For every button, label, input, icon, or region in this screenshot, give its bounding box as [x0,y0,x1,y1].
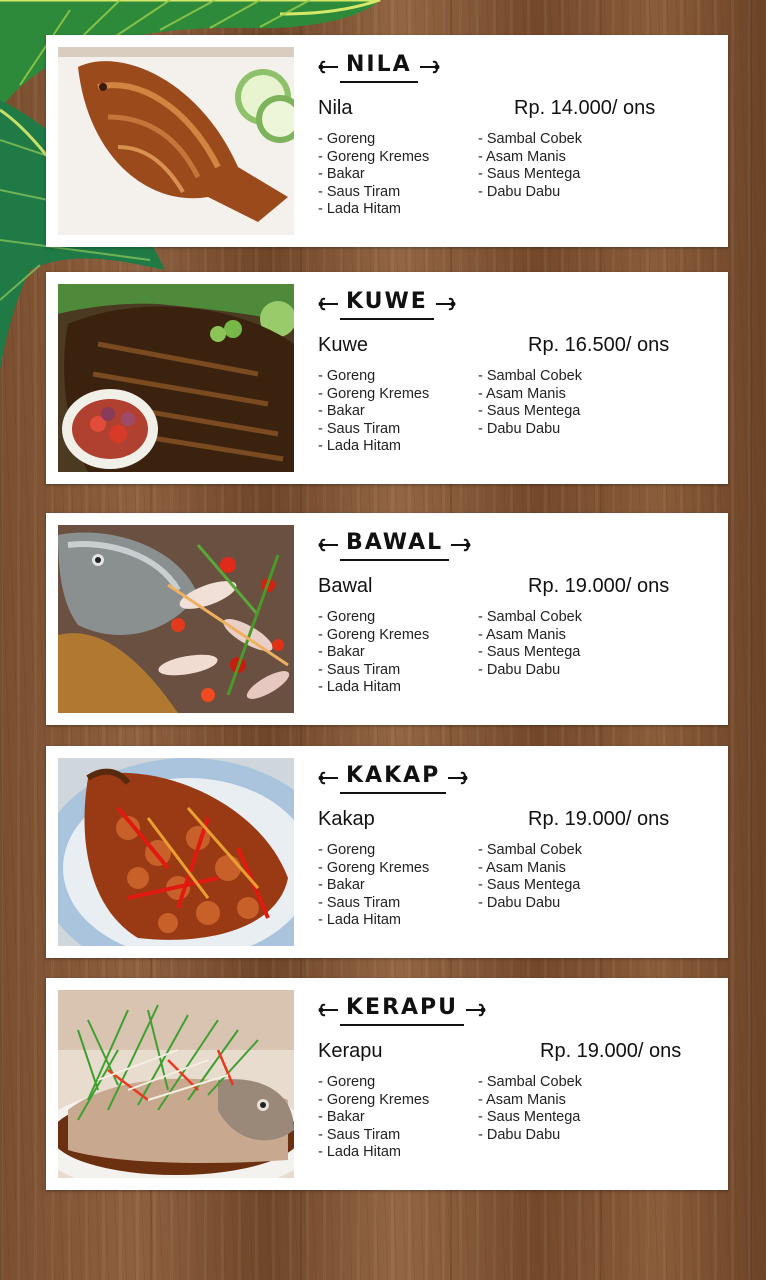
cooking-option: - Lada Hitam [318,438,402,454]
sauce-option: - Dabu Dabu [478,183,561,200]
pomfret-sambal-photo [58,525,294,713]
fish-name: Kuwe [318,334,369,356]
ornament-left-icon [318,1001,340,1019]
sauce-option: - Saus Mentega [478,166,581,182]
ornament-left-icon [318,769,340,787]
ornament-left-icon [318,295,340,313]
cooking-option: - Bakar [318,166,365,182]
sauce-option: - Dabu Dabu [478,894,561,911]
ornament-right-icon [446,769,468,787]
menu-card-kakap [46,746,728,958]
sauce-options-list [478,1074,582,1144]
cooking-option: - Goreng Kremes [318,1091,430,1108]
menu-card-kuwe [46,272,728,484]
sauce-option: - Saus Mentega [478,644,581,660]
cooking-option: - Saus Tiram [318,183,401,200]
menu-card-bawal [46,513,728,725]
cooking-option: - Lada Hitam [318,201,402,217]
menu-heading [318,990,486,1030]
cooking-option: - Goreng [318,842,376,858]
cooking-option: - Goreng Kremes [318,385,430,402]
ornament-right-icon [418,58,440,76]
sauce-option: - Saus Mentega [478,403,581,419]
cooking-options-list [318,131,429,219]
menu-card-kerapu [46,978,728,1190]
fish-price: Rp. 19.000/ ons [528,808,670,830]
menu-title: KERAPU [346,995,458,1026]
ornament-left-icon [318,536,340,554]
menu-title: KUWE [346,289,428,320]
menu-heading [318,758,468,798]
cooking-option: - Saus Tiram [318,661,401,678]
sauce-option: - Asam Manis [478,148,566,165]
cooking-option: - Saus Tiram [318,894,401,911]
cooking-options-list [318,842,429,930]
cooking-option: - Bakar [318,644,365,660]
cooking-option: - Goreng [318,609,376,625]
snapper-sweet-sour-photo [58,758,294,946]
cooking-options-list [318,368,429,456]
fish-price: Rp. 19.000/ ons [528,575,670,597]
sauce-options-list [478,131,582,201]
sauce-option: - Asam Manis [478,1091,566,1108]
sauce-option: - Saus Mentega [478,1109,581,1125]
cooking-option: - Saus Tiram [318,420,401,437]
cooking-options-list [318,609,429,697]
cooking-option: - Lada Hitam [318,912,402,928]
cooking-option: - Goreng Kremes [318,859,430,876]
sauce-option: - Sambal Cobek [478,1074,582,1090]
sauce-option: - Sambal Cobek [478,609,582,625]
fish-name: Nila [318,97,353,119]
cooking-option: - Goreng [318,368,376,384]
sauce-options-list [478,842,582,912]
sauce-option: - Dabu Dabu [478,1126,561,1143]
cooking-option: - Goreng [318,1074,376,1090]
menu-heading [318,47,440,87]
sauce-option: - Sambal Cobek [478,131,582,147]
sauce-options-list [478,368,582,438]
grilled-trevally-photo [58,284,294,472]
cooking-option: - Goreng Kremes [318,148,430,165]
sauce-option: - Asam Manis [478,626,566,643]
sauce-option: - Sambal Cobek [478,842,582,858]
menu-card-nila [46,35,728,247]
cooking-option: - Lada Hitam [318,679,402,695]
menu-heading [318,284,456,324]
steamed-grouper-photo [58,990,294,1178]
cooking-option: - Bakar [318,877,365,893]
sauce-options-list [478,609,582,679]
sauce-option: - Saus Mentega [478,877,581,893]
sauce-option: - Dabu Dabu [478,661,561,678]
menu-title: KAKAP [346,763,440,794]
fried-tilapia-photo [58,47,294,235]
cooking-option: - Saus Tiram [318,1126,401,1143]
ornament-right-icon [449,536,471,554]
fish-name: Bawal [318,575,373,597]
sauce-option: - Asam Manis [478,385,566,402]
ornament-right-icon [434,295,456,313]
cooking-option: - Goreng Kremes [318,626,430,643]
sauce-option: - Asam Manis [478,859,566,876]
sauce-option: - Sambal Cobek [478,368,582,384]
cooking-options-list [318,1074,429,1162]
sauce-option: - Dabu Dabu [478,420,561,437]
menu-heading [318,525,471,565]
fish-name: Kakap [318,808,375,830]
fish-price: Rp. 19.000/ ons [540,1040,682,1062]
fish-price: Rp. 14.000/ ons [514,97,656,119]
cooking-option: - Bakar [318,1109,365,1125]
cooking-option: - Bakar [318,403,365,419]
ornament-right-icon [464,1001,486,1019]
fish-price: Rp. 16.500/ ons [528,334,670,356]
cooking-option: - Lada Hitam [318,1144,402,1160]
menu-title: NILA [346,52,412,83]
cooking-option: - Goreng [318,131,376,147]
ornament-left-icon [318,58,340,76]
menu-title: BAWAL [346,530,443,561]
fish-name: Kerapu [318,1040,383,1062]
